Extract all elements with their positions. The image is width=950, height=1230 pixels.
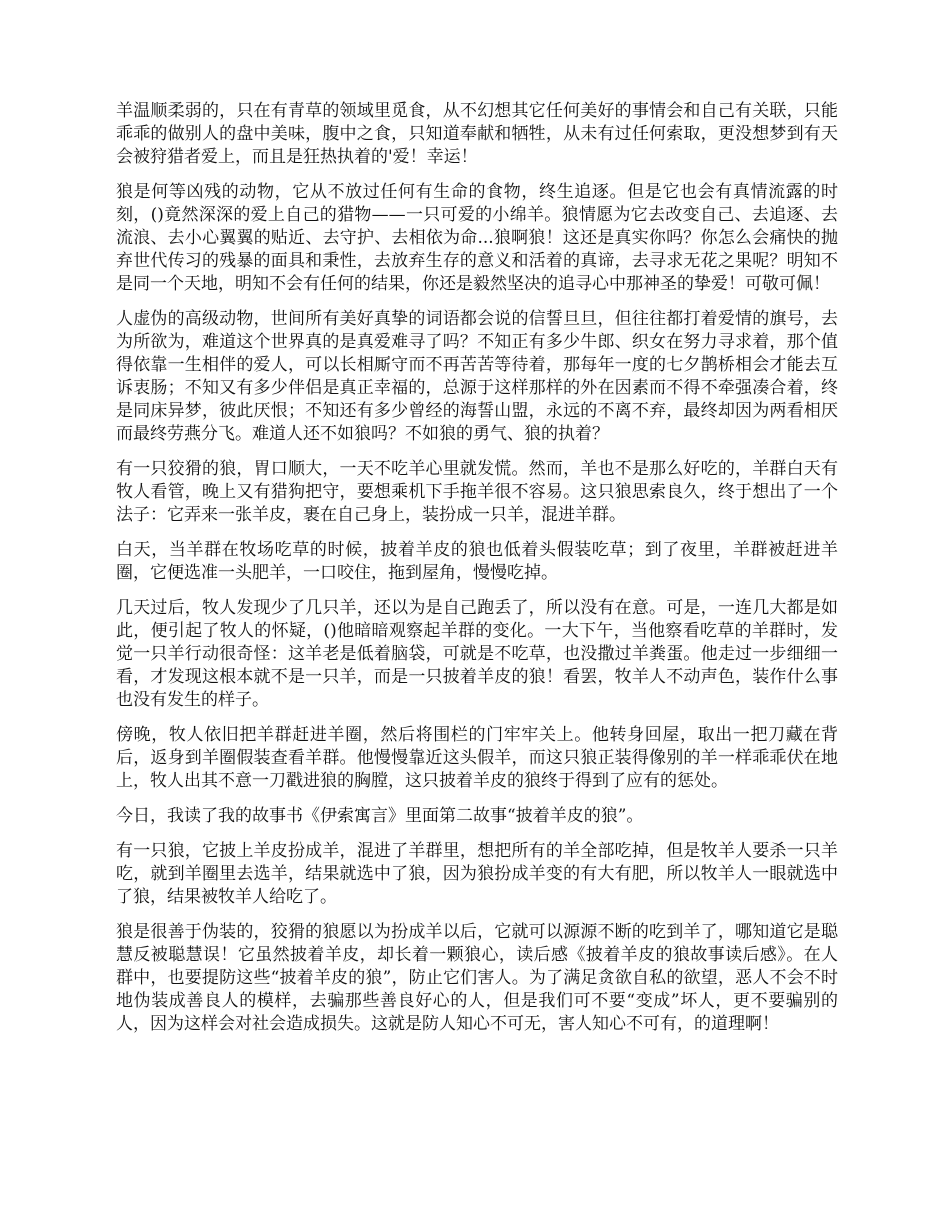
paragraph-8: 今日，我读了我的故事书《伊索寓言》里面第二故事“披着羊皮的狼”。 [116, 806, 644, 826]
paragraph-9: 有一只狼，它披上羊皮扮成羊，混进了羊群里，想把所有的羊全部吃掉，但是牧羊人要杀一只羊吃，就到羊圈里去选羊，结果就选中了狼，因为狼扮成羊变的有大有肥，所以牧羊人一眼就选中了狼，结果被牧羊人给吃了。 [116, 841, 838, 907]
paragraph-10: 狼是很善于伪装的，狡猾的狼愿以为扮成羊以后，它就可以源源不断的吃到羊了，哪知道它是聪慧反被聪慧误！它虽然披着羊皮，却长着一颗狼心，读后感《披着羊皮的狼故事读后感》。在人群中，也要提防这些“披着羊皮的狼”，防止它们害人。为了满足贪欲自私的欲望，恶人不会不时地伪装成善良人的模样，去骗那些善良好心的人，但是我们可不要“变成”坏人，更不要骗别的人，因为这样会对社会造成损失。这就是防人知心不可无，害人知心不可有，的道理啊！ [116, 922, 838, 1034]
paragraph-3: 人虚伪的高级动物，世间所有美好真挚的词语都会说的信誓旦旦，但往往都打着爱情的旗号，去为所欲为，难道这个世界真的是真爱难寻了吗？不知正有多少牛郎、织女在努力寻求着，那个值得依靠一生相伴的爱人，可以长相厮守而不再苦苦等待着，那每年一度的七夕鹊桥相会才能去互诉衷肠；不知又有多少伴侣是真正幸福的，总源于这样那样的外在因素而不得不牵强凑合着，终是同床异梦，彼此厌恨；不知还有多少曾经的海誓山盟，永远的不离不弃，最终却因为两看相厌而最终劳燕分飞。难道人还不如狼吗？不如狼的勇气、狼的执着？ [116, 309, 838, 444]
paragraph-4: 有一只狡猾的狼，胃口顺大，一天不吃羊心里就发慌。然而，羊也不是那么好吃的，羊群白天有牧人看管，晚上又有猎狗把守，要想乘机下手拖羊很不容易。这只狼思索良久，终于想出了一个法子：它弄来一张羊皮，裹在自己身上，装扮成一只羊，混进羊群。 [116, 459, 838, 525]
paragraph-2: 狼是何等凶残的动物，它从不放过任何有生命的食物，终生追逐。但是它也会有真情流露的时刻，()竟然深深的爱上自己的猎物——一只可爱的小绵羊。狼情愿为它去改变自己、去追逐、去流浪、去小心翼翼的贴近、去守护、去相依为命...狼啊狼！这还是真实你吗？你怎么会痛快的抛弃世代传习的残暴的面具和秉性，去放弃生存的意义和活着的真谛，去寻求无花之果呢？明知不是同一个天地，明知不会有任何的结果，你还是毅然坚决的追寻心中那神圣的挚爱！可敬可佩！ [116, 182, 838, 294]
paragraph-7: 傍晚，牧人依旧把羊群赶进羊圈，然后将围栏的门牢牢关上。他转身回屋，取出一把刀藏在背后，返身到羊圈假装查看羊群。他慢慢靠近这头假羊，而这只狼正装得像别的羊一样乖乖伏在地上，牧人出其不意一刀戳进狼的胸膛，这只披着羊皮的狼终于得到了应有的惩处。 [116, 725, 838, 791]
paragraph-6: 几天过后，牧人发现少了几只羊，还以为是自己跑丢了，所以没有在意。可是，一连几大都是如此，便引起了牧人的怀疑，()他暗暗观察起羊群的变化。一大下午，当他察看吃草的羊群时，发觉一只羊行动很奇怪：这羊老是低着脑袋，可就是不吃草，也没撒过羊粪蛋。他走过一步细细一看，才发现这根本就不是一只羊，而是一只披着羊皮的狼！看罢，牧羊人不动声色，装作什么事也没有发生的样子。 [116, 598, 838, 710]
paragraph-1: 羊温顺柔弱的，只在有青草的领域里觅食，从不幻想其它任何美好的事情会和自己有关联，只能乖乖的做别人的盘中美味，腹中之食，只知道奉献和牺牲，从未有过任何索取，更没想梦到有天会被狩猎者爱上，而且是狂热执着的'爱！幸运！ [116, 101, 838, 167]
paragraph-5: 白天，当羊群在牧场吃草的时候，披着羊皮的狼也低着头假装吃草；到了夜里，羊群被赶进羊圈，它便选准一头肥羊，一口咬住，拖到屋角，慢慢吃掉。 [116, 540, 838, 583]
document-body [116, 100, 838, 1048]
